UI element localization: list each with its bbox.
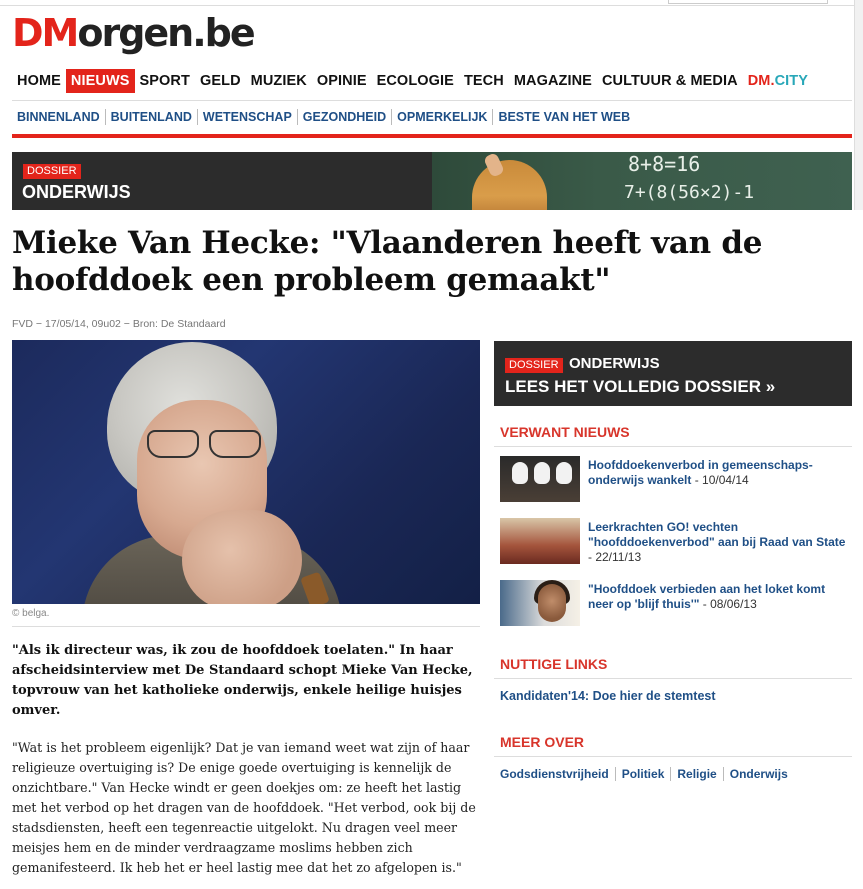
useful-links-title: NUTTIGE LINKS bbox=[500, 656, 608, 672]
tag-religie[interactable]: Religie bbox=[670, 767, 722, 781]
nav-dmcity[interactable] bbox=[743, 69, 813, 93]
related-item[interactable] bbox=[500, 518, 852, 564]
related-item[interactable] bbox=[500, 456, 852, 502]
photo-divider bbox=[12, 626, 480, 627]
site-logo[interactable] bbox=[12, 10, 254, 56]
dossier-tag: DOSSIER bbox=[23, 164, 81, 179]
more-about-divider bbox=[494, 756, 852, 757]
related-item[interactable] bbox=[500, 580, 852, 626]
related-date-2: - 22/11/13 bbox=[588, 550, 642, 564]
related-title-2[interactable]: Leerkrachten GO! vechten "hoofddoekenverbod" aan bij Raad van State bbox=[588, 520, 846, 549]
dossier-banner-photo bbox=[432, 152, 852, 210]
more-about-title: MEER OVER bbox=[500, 734, 585, 750]
page-scrollbar[interactable] bbox=[854, 0, 863, 210]
subnav-beste-van-het-web[interactable]: BESTE VAN HET WEB bbox=[492, 109, 635, 125]
article-body: "Wat is het probleem eigenlijk? Dat je van iemand weet wat zijn of haar religieuze overtuiging is? De enige goede overtuiging is kennelijk de onzichtbare." Van Hecke windt er geen doekjes om: ze heeft het lastig met het verbod op het dragen van de hoofddoek. "Het verbod, ook bij de stadsdiensten, heeft een tegenreactie uitgelokt. Nu dragen veel meer meisjes hem en de minder verdraagzame moslims hebben zich gemanifesteerd. Ik heb het er heel lastig mee dat het zo afgelopen is." bbox=[12, 740, 476, 875]
dossier-banner[interactable] bbox=[12, 152, 852, 210]
top-bar bbox=[0, 0, 863, 6]
related-thumb-3[interactable] bbox=[500, 580, 580, 626]
main-nav bbox=[12, 67, 852, 95]
nav-sport[interactable]: SPORT bbox=[139, 73, 190, 89]
photo-glasses bbox=[147, 430, 267, 460]
nav-opinie[interactable]: OPINIE bbox=[316, 73, 367, 89]
related-text-3[interactable] bbox=[588, 582, 852, 612]
sidebar-dossier-cta[interactable]: LEES HET VOLLEDIG DOSSIER » bbox=[505, 377, 776, 396]
subnav-opmerkelijk[interactable]: OPMERKELIJK bbox=[391, 109, 492, 125]
dmcity-dm: DM. bbox=[747, 73, 775, 89]
related-thumb-1[interactable] bbox=[500, 456, 580, 502]
related-news-title: VERWANT NIEUWS bbox=[500, 424, 630, 440]
dmcity-city: CITY bbox=[774, 73, 809, 89]
nav-nieuws[interactable]: NIEUWS bbox=[66, 69, 135, 93]
related-text-2[interactable] bbox=[588, 520, 852, 565]
related-thumb-2[interactable] bbox=[500, 518, 580, 564]
related-date-1: - 10/04/14 bbox=[691, 473, 749, 487]
article-headline: Mieke Van Hecke: "Vlaanderen heeft van de hoofddoek een probleem gemaakt" bbox=[12, 225, 763, 298]
nav-tech[interactable]: TECH bbox=[463, 73, 504, 89]
nav-home[interactable]: HOME bbox=[17, 73, 61, 89]
subnav-buitenland[interactable]: BUITENLAND bbox=[105, 109, 197, 125]
red-divider bbox=[12, 134, 852, 138]
sidebar-dossier-tag: DOSSIER bbox=[505, 358, 563, 373]
useful-links-divider bbox=[494, 678, 852, 679]
sub-nav bbox=[12, 107, 635, 127]
tag-politiek[interactable]: Politiek bbox=[615, 767, 671, 781]
logo-dm: DM bbox=[12, 11, 78, 55]
tag-godsdienstvrijheid[interactable]: Godsdienstvrijheid bbox=[500, 767, 609, 781]
nav-magazine[interactable]: MAGAZINE bbox=[513, 73, 592, 89]
article-lead: "Als ik directeur was, ik zou de hoofddoek toelaten." In haar afscheidsinterview met De Standaard schopt Mieke Van Hecke, topvrouw van het katholieke onderwijs, enkele heilige huisjes omver. bbox=[12, 643, 473, 718]
subnav-binnenland[interactable]: BINNENLAND bbox=[17, 110, 100, 124]
related-text-1[interactable] bbox=[588, 458, 852, 488]
subnav-gezondheid[interactable]: GEZONDHEID bbox=[297, 109, 391, 125]
student-figure bbox=[472, 160, 547, 210]
tag-onderwijs[interactable]: Onderwijs bbox=[723, 767, 794, 781]
related-title-1[interactable]: Hoofddoekenverbod in gemeenschaps-onderwijs wankelt bbox=[588, 458, 813, 487]
nav-muziek[interactable]: MUZIEK bbox=[250, 73, 307, 89]
nav-ecologie[interactable]: ECOLOGIE bbox=[376, 73, 454, 89]
logo-rest: orgen.be bbox=[77, 11, 254, 55]
photo-credit: © belga. bbox=[12, 608, 50, 619]
nav-geld[interactable]: GELD bbox=[199, 73, 241, 89]
sidebar-dossier-box[interactable] bbox=[494, 341, 852, 406]
useful-link-stemtest[interactable]: Kandidaten'14: Doe hier de stemtest bbox=[500, 689, 716, 703]
chalkboard-line-1: 8+8=16 bbox=[628, 152, 701, 176]
photo-hand bbox=[182, 510, 302, 604]
more-about-tags bbox=[500, 767, 794, 781]
subnav-wetenschap[interactable]: WETENSCHAP bbox=[197, 109, 297, 125]
related-date-3: - 08/06/13 bbox=[699, 597, 757, 611]
sidebar-dossier-name: ONDERWIJS bbox=[569, 355, 660, 372]
article-photo[interactable] bbox=[12, 340, 480, 604]
nav-cultuur-media[interactable]: CULTUUR & MEDIA bbox=[601, 73, 738, 89]
related-title-3[interactable]: "Hoofddoek verbieden aan het loket komt neer op 'blijf thuis'" bbox=[588, 582, 826, 611]
top-search-strip[interactable] bbox=[668, 0, 828, 4]
chalkboard-line-2: 7+(8(56×2)-1 bbox=[624, 182, 755, 203]
article-byline: FVD − 17/05/14, 09u02 − Bron: De Standaard bbox=[12, 318, 226, 330]
nav-divider bbox=[12, 100, 852, 101]
dossier-title: ONDERWIJS bbox=[22, 182, 131, 202]
related-news-divider bbox=[494, 446, 852, 447]
